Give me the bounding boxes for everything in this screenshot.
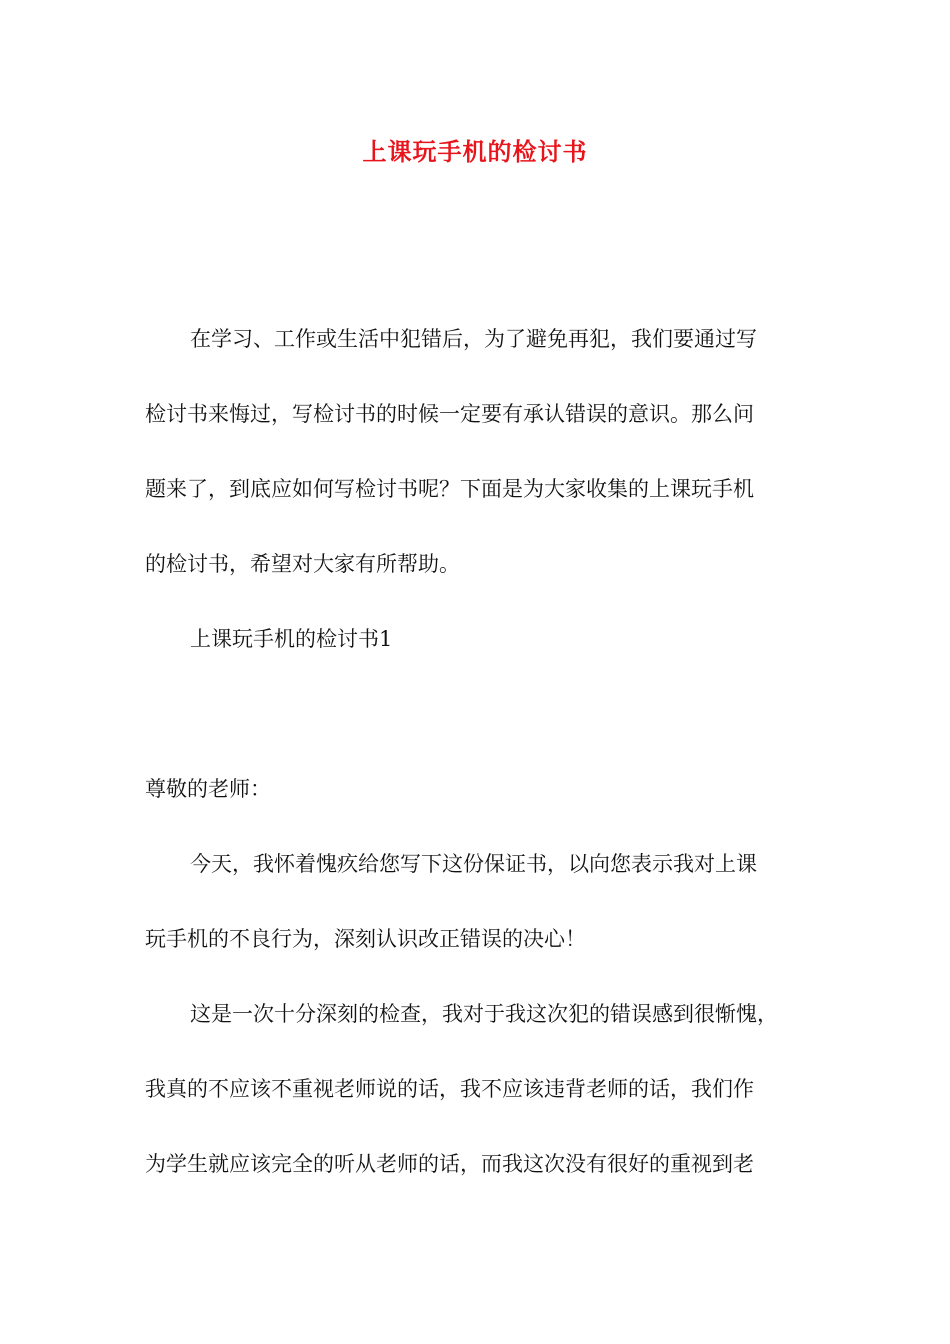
- text-line: 今天，我怀着愧疚给您写下这份保证书，以向您表示我对上课: [190, 852, 757, 876]
- document-title: 上课玩手机的检讨书: [362, 137, 588, 166]
- text-line: 玩手机的不良行为，深刻认识改正错误的决心！: [145, 927, 586, 951]
- text-line: 这是一次十分深刻的检查，我对于我这次犯的错误感到很惭愧，: [190, 1002, 778, 1026]
- text-line: 为学生就应该完全的听从老师的话，而我这次没有很好的重视到老: [145, 1152, 754, 1176]
- text-line: 我真的不应该不重视老师说的话，我不应该违背老师的话，我们作: [145, 1077, 754, 1101]
- text-line: 检讨书来悔过，写检讨书的时候一定要有承认错误的意识。那么问: [145, 402, 754, 426]
- section-heading: 上课玩手机的检讨书1: [190, 627, 393, 651]
- text-line: 题来了，到底应如何写检讨书呢？下面是为大家收集的上课玩手机: [145, 477, 754, 501]
- text-line: 的检讨书，希望对大家有所帮助。: [145, 552, 460, 576]
- text-line: 在学习、工作或生活中犯错后，为了避免再犯，我们要通过写: [190, 327, 757, 351]
- salutation: 尊敬的老师：: [145, 777, 271, 801]
